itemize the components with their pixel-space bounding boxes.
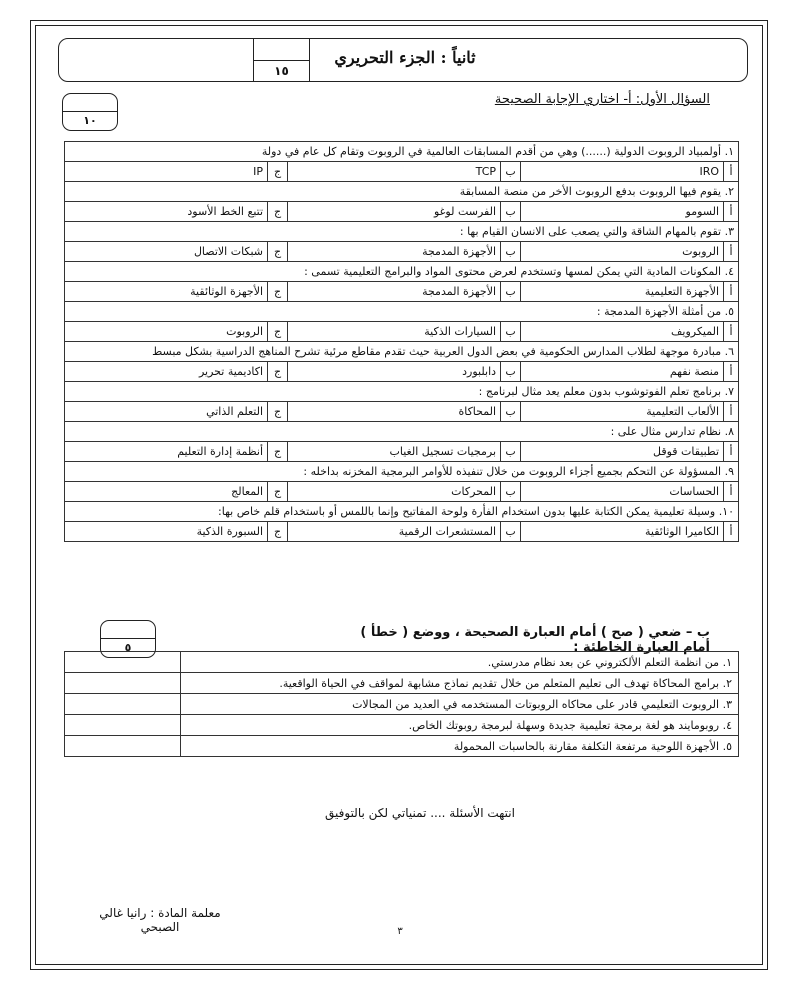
options-row [65,242,739,262]
section-title: ثانياً : الجزء التحريري [334,48,476,67]
option-letter-a: أ [724,282,739,302]
option-c[interactable]: الأجهزة الوثائقية [65,282,268,302]
question-stem: ١٠. وسيلة تعليمية يمكن الكتابة عليها بدون استخدام الفأرة ولوحة المفاتيح وإنما باللمس أو باستخدام قلم خاص بها: [65,502,739,522]
option-letter-b: ب [501,362,521,382]
option-b[interactable]: المستشعرات الرقمية [288,522,501,542]
option-c[interactable]: تتبع الخط الأسود [65,202,268,222]
options-row [65,402,739,422]
option-letter-c: ج [268,482,288,502]
option-letter-a: أ [724,522,739,542]
option-b[interactable]: الأجهزة المدمجة [288,282,501,302]
question-row [65,342,739,362]
option-letter-c: ج [268,282,288,302]
question-row [65,462,739,482]
option-letter-c: ج [268,362,288,382]
question-stem: ٤. المكونات المادية التي يمكن لمسها وتستخدم لعرض محتوى المواد والبرامج التعليمية تسمى : [65,262,739,282]
option-letter-a: أ [724,362,739,382]
option-b[interactable]: برمجيات تسجيل الغياب [288,442,501,462]
option-a[interactable]: الميكرويف [521,322,724,342]
question-row [65,422,739,442]
option-b[interactable]: السيارات الذكية [288,322,501,342]
statement-text: ٤. روبومايند هو لغة برمجة تعليمية جديدة وسهلة لبرمجة روبوتك الخاص. [181,715,739,736]
option-letter-b: ب [501,442,521,462]
option-letter-c: ج [268,322,288,342]
question-row [65,222,739,242]
option-letter-c: ج [268,242,288,262]
question-stem: ٣. تقوم بالمهام الشاقة والتي يصعب على الانسان القيام بها : [65,222,739,242]
options-row [65,522,739,542]
option-letter-a: أ [724,402,739,422]
options-row [65,162,739,182]
option-c[interactable]: المعالج [65,482,268,502]
option-letter-c: ج [268,162,288,182]
option-letter-a: أ [724,322,739,342]
question-stem: ٢. يقوم فيها الروبوت بدفع الروبوت الأخر من منصة المسابقة [65,182,739,202]
question-two-heading: ب – ضعي ( صح ) أمام العبارة الصحيحة ، ووضع ( خطأ ) أمام العبارة الخاطئة : [360,625,710,655]
option-a[interactable]: الكاميرا الوثائقية [521,522,724,542]
option-a[interactable]: IRO [521,162,724,182]
option-b[interactable]: المحاكاة [288,402,501,422]
options-row [65,482,739,502]
page-number: ٣ [397,926,403,937]
multiple-choice-table [64,141,739,542]
statement-row [65,652,739,673]
option-c[interactable]: الروبوت [65,322,268,342]
answer-cell[interactable] [65,652,181,673]
option-letter-b: ب [501,282,521,302]
question-row [65,502,739,522]
option-a[interactable]: الحساسات [521,482,724,502]
question-one-score: ١٠ [83,114,97,127]
options-row [65,322,739,342]
total-score-box [253,38,310,82]
question-one-score-box [62,93,118,131]
question-stem: ٧. برنامج تعلم الفوتوشوب بدون معلم يعد مثال لبرنامج : [65,382,739,402]
option-b[interactable]: المحركات [288,482,501,502]
question-two-score: ٥ [124,641,132,654]
statement-row [65,715,739,736]
option-letter-a: أ [724,482,739,502]
question-row [65,262,739,282]
statement-text: ٥. الأجهزة اللوحية مرتفعة التكلفة مقارنة بالحاسبات المحمولة [181,736,739,757]
option-a[interactable]: تطبيقات قوقل [521,442,724,462]
option-letter-b: ب [501,522,521,542]
question-row [65,182,739,202]
option-b[interactable]: الفرست لوغو [288,202,501,222]
option-letter-b: ب [501,322,521,342]
statement-text: ١. من انظمة التعلم الألكتروني عن بعد نظام مدرستي. [181,652,739,673]
question-stem: ٥. من أمثلة الأجهزة المدمجة : [65,302,739,322]
option-c[interactable]: السبورة الذكية [65,522,268,542]
option-b[interactable]: دابلبورد [288,362,501,382]
option-a[interactable]: الأجهزة التعليمية [521,282,724,302]
question-stem: ٩. المسؤولة عن التحكم بجميع أجزاء الروبوت من خلال تنفيذه للأوامر البرمجية المخزنه بداخله : [65,462,739,482]
option-letter-c: ج [268,522,288,542]
option-letter-b: ب [501,482,521,502]
option-letter-a: أ [724,242,739,262]
option-a[interactable]: السومو [521,202,724,222]
question-one-heading: السؤال الأول: أ- اختاري الإجابة الصحيحة [494,92,710,107]
question-row [65,302,739,322]
answer-cell[interactable] [65,694,181,715]
score-divider [63,111,117,112]
option-b[interactable]: TCP [288,162,501,182]
score-divider [101,638,155,639]
option-letter-a: أ [724,202,739,222]
closing-message: انتهت الأسئلة .... تمنياتي لكن بالتوفيق [325,806,515,820]
answer-cell[interactable] [65,736,181,757]
option-c[interactable]: أنظمة إدارة التعليم [65,442,268,462]
question-stem: ٨. نظام تدارس مثال على : [65,422,739,442]
option-letter-b: ب [501,202,521,222]
option-c[interactable]: IP [65,162,268,182]
statement-text: ٣. الروبوت التعليمي قادر على محاكاه الروبوتات المستخدمه في العديد من المجالات [181,694,739,715]
options-row [65,362,739,382]
statement-row [65,736,739,757]
score-divider [254,60,309,61]
option-letter-b: ب [501,242,521,262]
option-c[interactable]: اكاديمية تحرير [65,362,268,382]
options-row [65,442,739,462]
statement-text: ٢. برامج المحاكاة تهدف الى تعليم المتعلم من خلال تقديم نماذج مشابهة لمواقف في الحياة الواقعية. [181,673,739,694]
answer-cell[interactable] [65,715,181,736]
question-stem: ١. أولمبياد الروبوت الدولية (......) وهي من أقدم المسابقات العالمية في الروبوت وتقام كل عام في دولة [65,142,739,162]
option-c[interactable]: التعلم الذاتي [65,402,268,422]
option-a[interactable]: الروبوت [521,242,724,262]
option-b[interactable]: الأجهزة المدمجة [288,242,501,262]
statement-row [65,694,739,715]
total-score: ١٥ [274,64,289,78]
option-a[interactable]: الألعاب التعليمية [521,402,724,422]
options-row [65,202,739,222]
true-false-table [64,651,739,757]
option-letter-a: أ [724,442,739,462]
option-letter-b: ب [501,402,521,422]
option-letter-b: ب [501,162,521,182]
option-a[interactable]: منصة نفهم [521,362,724,382]
question-row [65,382,739,402]
teacher-name: معلمة المادة : رانيا غالي الصبحي [99,906,221,934]
question-row [65,142,739,162]
statement-row [65,673,739,694]
option-letter-c: ج [268,442,288,462]
question-stem: ٦. مبادرة موجهة لطلاب المدارس الحكومية في بعض الدول العربية حيث تقدم مقاطع مرئية تشرح المناهج الدراسية بشكل مبسط [65,342,739,362]
option-letter-c: ج [268,202,288,222]
options-row [65,282,739,302]
option-c[interactable]: شبكات الاتصال [65,242,268,262]
answer-cell[interactable] [65,673,181,694]
option-letter-a: أ [724,162,739,182]
option-letter-c: ج [268,402,288,422]
